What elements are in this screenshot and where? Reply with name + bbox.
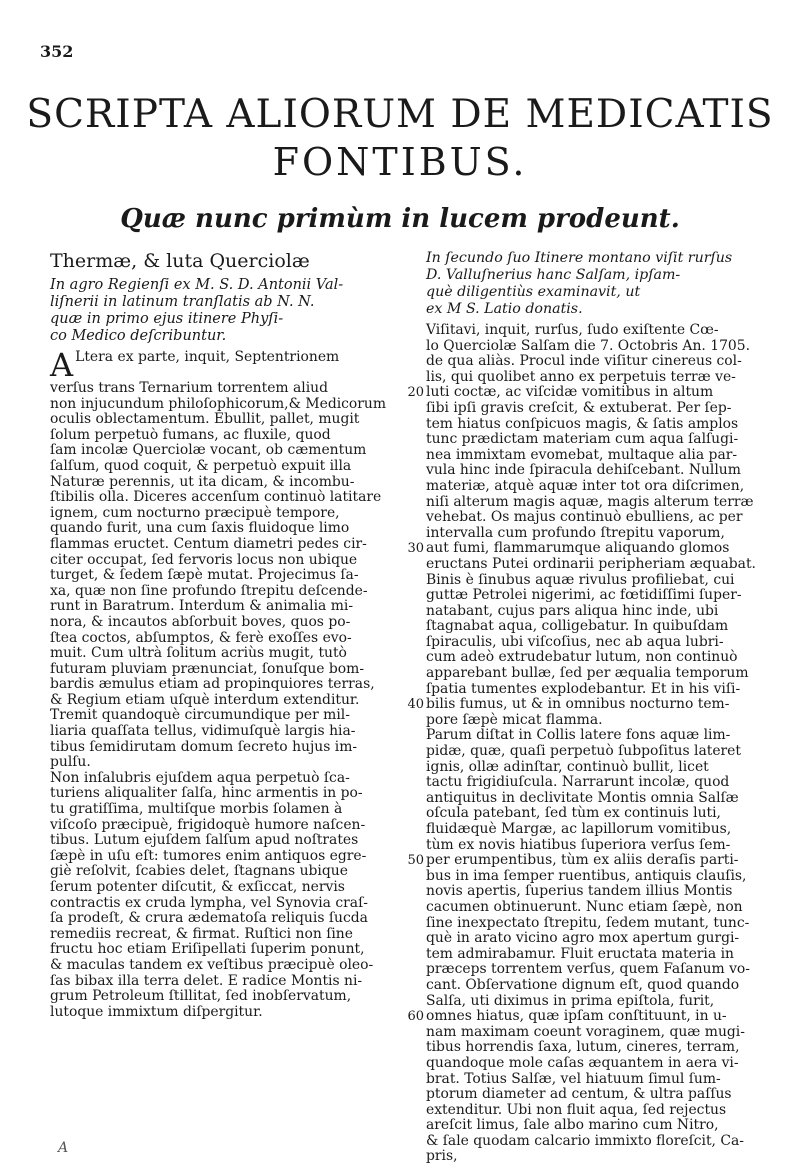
text-line bbox=[426, 619, 770, 635]
text-line-content: præceps torrentem verſus, quem Faſanum vo- bbox=[426, 961, 750, 978]
text-line bbox=[50, 568, 390, 584]
text-line bbox=[426, 339, 770, 355]
text-line-content: Salſa, uti diximus in prima epiſtola, furit, bbox=[426, 992, 715, 1009]
text-line bbox=[50, 412, 390, 428]
text-line bbox=[407, 540, 770, 557]
text-line-content: omnes hiatus, quæ ipſam conſtituunt, in u- bbox=[426, 1008, 727, 1025]
text-line bbox=[50, 584, 390, 600]
text-line bbox=[407, 696, 770, 713]
text-line bbox=[426, 806, 770, 822]
text-line-content: futuram pluviam prænunciat, ſonuſque bom- bbox=[50, 660, 365, 677]
text-line bbox=[426, 775, 770, 791]
text-line bbox=[426, 900, 770, 916]
text-line bbox=[426, 1056, 770, 1072]
text-line bbox=[50, 693, 390, 709]
text-line bbox=[426, 884, 770, 900]
text-line-content: guttæ Petrolei nigerimi, ac fœtidiſſimi ſuper- bbox=[426, 587, 742, 604]
text-line-content: liaria quaſſata tellus, vidimuſquè largis hia- bbox=[50, 723, 356, 740]
text-line bbox=[407, 1008, 770, 1025]
text-line-content: lis, qui quolibet anno ex perpetuis terræ ve- bbox=[426, 368, 736, 385]
text-line-content: per erumpentibus, tùm ex aliis deraſis parti- bbox=[426, 852, 739, 869]
right-heading-line: D. Vallиſnerius hanc Salſam, ipſam- bbox=[426, 267, 681, 283]
text-line bbox=[426, 432, 770, 448]
text-line bbox=[426, 635, 770, 651]
text-line bbox=[50, 646, 390, 662]
text-line-content: lutoque immixtum diſpergitur. bbox=[50, 1003, 263, 1020]
text-line bbox=[50, 443, 390, 459]
text-line bbox=[50, 521, 390, 537]
text-line-content: Tremit quandoquè circumundique per mil- bbox=[50, 707, 350, 724]
text-line bbox=[50, 537, 390, 553]
text-line bbox=[426, 931, 770, 947]
text-line-content: oſcula patebant, ſed tùm ex continuis luti, bbox=[426, 805, 721, 822]
text-line-content: ſtibilis olla. Diceres accenſum continuò latitare bbox=[50, 489, 382, 506]
text-line-content: vehebat. Os majus continuò ebulliens, ac per bbox=[426, 509, 743, 526]
text-line-content: ignem, cum nocturno præcipuè tempore, bbox=[50, 504, 340, 521]
text-line bbox=[50, 927, 390, 943]
text-line-content: niſi alterum magis aquæ, magis alterum terræ bbox=[426, 493, 754, 510]
text-line-content: aut fumi, flammarumque aliquando glomos bbox=[426, 540, 730, 557]
text-line bbox=[407, 852, 770, 869]
text-line-content: tùm ex novis hiatibus ſuperiora verſus ſem- bbox=[426, 836, 731, 853]
page-subtitle: Quæ nunc primùm in lucem prodeunt. bbox=[120, 204, 680, 234]
line-number: 20 bbox=[407, 385, 424, 401]
text-line-content: bardis æmulus etiam ad propinquiores terras, bbox=[50, 676, 375, 693]
text-line bbox=[426, 1118, 770, 1134]
text-line-content: brat. Totius Salſæ, vel hiatuum ſimul ſum- bbox=[426, 1070, 721, 1087]
text-line bbox=[50, 942, 390, 958]
text-line bbox=[426, 650, 770, 666]
text-line bbox=[426, 1149, 770, 1165]
left-subheading-line: In agro Regienſi ex M. S. D. Antonii Val- bbox=[50, 277, 344, 293]
text-line-content: fructu hoc etiam Eriſipellati ſuperim ponunt, bbox=[50, 941, 365, 958]
text-line-content: tibus. Lutum ejuſdem ſalſum apud noſtrates bbox=[50, 832, 359, 849]
text-line bbox=[426, 838, 770, 854]
text-line-content: & ſale quodam calcario immixto floreſcit, Ca- bbox=[426, 1132, 744, 1149]
text-line bbox=[50, 631, 390, 647]
text-line-content: pris, bbox=[426, 1148, 458, 1165]
text-line-content: xa, quæ non ſine profundo ſtrepitu deſcende- bbox=[50, 582, 368, 599]
text-line bbox=[50, 740, 390, 756]
text-line-content: tunc prædictam materiam cum aqua ſalſugi- bbox=[426, 431, 739, 448]
text-line bbox=[426, 510, 770, 526]
text-line bbox=[50, 346, 390, 384]
text-line bbox=[50, 708, 390, 724]
text-line-content: quandoque mole caſas æquantem in aera vi- bbox=[426, 1054, 739, 1071]
text-line bbox=[50, 475, 390, 491]
left-subheading-line: co Medico deſcribuntur. bbox=[50, 328, 227, 344]
text-line-content: cum adeò extrudebatur lutum, non continuò bbox=[426, 649, 738, 666]
text-line bbox=[426, 1103, 770, 1119]
text-line-content: tem hiatus conſpicuos magis, & ſatis amplos bbox=[426, 415, 739, 432]
text-line bbox=[426, 1134, 770, 1150]
text-line-content: contractis ex cruda lympha, vel Synovia craſ- bbox=[50, 894, 368, 911]
text-line-content: ſibi ipſi gravis creſcit, & extuberat. Per ſep- bbox=[426, 399, 732, 416]
text-line-content: què in arato vicino agro mox apertum gurgi- bbox=[426, 930, 740, 947]
text-line bbox=[426, 479, 770, 495]
text-line-content: & Regium etiam uſquè interdum extenditur. bbox=[50, 691, 360, 708]
text-line-content: oculis oblectamentum. Ebullit, pallet, mugit bbox=[50, 411, 360, 428]
text-line-content: ignis, ollæ adinſtar, continuò bullit, licet bbox=[426, 758, 709, 775]
text-line-content: ſolum perpetuò fumans, ac fluxile, quod bbox=[50, 426, 331, 443]
text-line-content: ptorum diameter ad centum, & ultra paſſus bbox=[426, 1086, 732, 1103]
text-line-content: luti coctæ, ac viſcidæ vomitibus in altum bbox=[426, 384, 714, 401]
text-line-content: fluidæquè Margæ, ac lapillorum vomitibus, bbox=[426, 821, 732, 837]
text-line-content: ſpatia tumentes explodebantur. Et in his viſi- bbox=[426, 680, 741, 697]
text-line-content: de qua aliàs. Procul inde viſitur cinereus col- bbox=[426, 353, 742, 370]
text-line-content: tu gratiſſima, multiſque morbis ſolamen à bbox=[50, 801, 343, 818]
line-number: 50 bbox=[407, 853, 424, 869]
text-line-content: viſcoſo præcipuè, frigidoquè humore naſcen- bbox=[50, 816, 366, 833]
text-line-content: bilis fumus, ut & in omnibus nocturno tem- bbox=[426, 696, 730, 713]
text-line-content: ſine inexpectato ſtrepitu, ſedem mutant, tunc- bbox=[426, 914, 750, 931]
text-line-content: lo Querciolæ Salſam die 7. Octobris An. 1705. bbox=[426, 337, 751, 354]
text-line bbox=[50, 1005, 390, 1021]
text-line-content: eructans Putei ordinarii peripheriam æquabat. bbox=[426, 555, 756, 572]
text-line-content: Parum diſtat in Collis latere fons aquæ lim- bbox=[426, 727, 731, 744]
page-title-line-1: SCRIPTA ALIORUM DE MEDICATIS bbox=[26, 92, 774, 137]
text-line bbox=[50, 553, 390, 569]
text-line bbox=[426, 978, 770, 994]
left-subheading-line: quæ in primo ejus itinere Phyſi- bbox=[50, 311, 284, 327]
text-line bbox=[50, 506, 390, 522]
text-line bbox=[50, 974, 390, 990]
text-line bbox=[50, 864, 390, 880]
text-line bbox=[426, 666, 770, 682]
text-line-content: ſpiraculis, ubi viſcoſius, nec ab aqua lubri- bbox=[426, 633, 724, 650]
text-line-content: tem admirabamur. Fluit eructata materia in bbox=[426, 945, 734, 962]
text-line bbox=[426, 588, 770, 604]
text-line-content: apparebant bullæ, ſed per æqualia temporum bbox=[426, 665, 749, 682]
text-line bbox=[426, 573, 770, 589]
text-line-content: Non inſalubris ejuſdem aqua perpetuò ſca- bbox=[50, 769, 350, 786]
text-line-content: natabant, cujus pars aliqua hinc inde, ubi bbox=[426, 602, 719, 619]
text-line-content: Ltera ex parte, inquit, Septentrionem bbox=[75, 349, 340, 365]
text-line-content: ſæpè in uſu eſt: tumores enim antiquos egre- bbox=[50, 847, 367, 864]
text-line-content: giè reſolvit, ſcabies delet, ſtagnans ubique bbox=[50, 863, 348, 880]
text-line-content: runt in Baratrum. Interdum & animalia mi- bbox=[50, 598, 354, 615]
text-line-content: bus in ima ſemper ruentibus, antiquis clauſis, bbox=[426, 867, 747, 884]
text-line-content: verſus trans Ternarium torrentem aliud bbox=[50, 380, 329, 396]
text-line bbox=[426, 323, 770, 339]
text-line-content: remediis recreat, & firmat. Ruſtici non ſine bbox=[50, 925, 353, 942]
text-line-content: intervalla cum profundo ſtrepitu vaporum, bbox=[426, 524, 725, 541]
text-line-content: tibus ſemidirutam domum ſecreto hujus im- bbox=[50, 738, 358, 755]
text-line-content: ſalſum, quod coquit, & perpetuò expuit illa bbox=[50, 457, 352, 474]
text-line-content: pore ſæpè micat flamma. bbox=[426, 711, 603, 728]
text-line bbox=[50, 428, 390, 444]
text-line-content: Naturæ perennis, ut ita dicam, & incombu- bbox=[50, 473, 355, 490]
text-line-content: ſtagnabat aqua, colligebatur. In quibuſdam bbox=[426, 618, 729, 635]
text-line bbox=[50, 896, 390, 912]
page-title-line-2: FONTIBUS. bbox=[272, 140, 528, 184]
text-line-content: pulſu. bbox=[50, 754, 91, 771]
text-line-content: non injucundum philoſophicorum,& Medicorum bbox=[50, 395, 387, 412]
text-line bbox=[50, 818, 390, 834]
text-line bbox=[426, 1072, 770, 1088]
text-line bbox=[407, 384, 770, 401]
right-heading-line: ex M S. Latio donatis. bbox=[426, 301, 583, 317]
text-line bbox=[50, 958, 390, 974]
text-line bbox=[426, 604, 770, 620]
text-line bbox=[426, 417, 770, 433]
text-line bbox=[426, 869, 770, 885]
text-line bbox=[50, 911, 390, 927]
text-line-content: pidæ, quæ, quaſi perpetuò ſubpoſitus lateret bbox=[426, 743, 741, 760]
line-number: 30 bbox=[407, 541, 424, 557]
text-line bbox=[426, 962, 770, 978]
text-line-content: & maculas tandem ex veſtibus præcipuè oleo- bbox=[50, 956, 374, 973]
text-line-content: cant. Obſervatione dignum eſt, quod quando bbox=[426, 976, 740, 993]
text-line-content: areſcit limus, ſale albo marino cum Nitro, bbox=[426, 1117, 719, 1134]
text-line bbox=[50, 397, 390, 413]
text-line-content: tactu frigidiuſcula. Narrarunt incolæ, quod bbox=[426, 774, 730, 791]
text-line-content: extenditur. Ubi non fluit aqua, ſed rejectus bbox=[426, 1101, 727, 1118]
text-line bbox=[426, 947, 770, 963]
line-number: 40 bbox=[407, 697, 424, 713]
text-line bbox=[426, 354, 770, 370]
text-line-content: ſa prodeſt, & crura ædematoſa reliquis ſucda bbox=[50, 910, 368, 927]
text-line-content: cacumen obtinuerunt. Nunc etiam ſæpè, non bbox=[426, 898, 743, 915]
text-line bbox=[426, 760, 770, 776]
text-line bbox=[426, 557, 770, 573]
text-line-content: ſerum potenter diſcutit, & exſiccat, nervis bbox=[50, 879, 345, 895]
text-line bbox=[426, 463, 770, 479]
text-line bbox=[50, 880, 390, 896]
text-line bbox=[426, 370, 770, 386]
text-line bbox=[426, 526, 770, 542]
text-line bbox=[426, 916, 770, 932]
text-line bbox=[426, 682, 770, 698]
text-line-content: ſtea coctos, abſumptos, & ferè exoſſes evo- bbox=[50, 629, 352, 646]
text-line bbox=[426, 495, 770, 511]
text-line-content: turget, & ſedem ſæpè mutat. Projecimus ſa- bbox=[50, 567, 359, 584]
page-number: 352 bbox=[40, 42, 74, 61]
text-line-content: nora, & incautos abſorbuit boves, quos po- bbox=[50, 613, 351, 630]
text-line-content: flammas eructet. Centum diametri pedes cir- bbox=[50, 535, 367, 552]
text-line-content: Viſitavi, inquit, rurſus, ſudo exiſtente Cœ- bbox=[426, 322, 719, 338]
text-line bbox=[426, 822, 770, 838]
text-line bbox=[50, 989, 390, 1005]
right-column bbox=[407, 250, 770, 1165]
text-line-content: turiens aliqualiter ſalſa, hinc armentis in po- bbox=[50, 785, 363, 802]
text-line-content: ſas bibax illa terra delet. E radice Montis ni- bbox=[50, 972, 363, 989]
text-line-content: Binis è ſinubus aquæ rivulus profiliebat, cui bbox=[426, 571, 735, 588]
text-line bbox=[50, 849, 390, 865]
text-line bbox=[50, 802, 390, 818]
text-line-content: nam maximam coeunt voraginem, quæ mugi- bbox=[426, 1023, 745, 1040]
text-line bbox=[50, 615, 390, 631]
text-line-content: vula hinc inde ſpiracula dehiſcebant. Nullum bbox=[426, 462, 741, 479]
text-line bbox=[50, 677, 390, 693]
text-line bbox=[426, 1087, 770, 1103]
text-line-content: quando furit, una cum ſaxis fluidoque limo bbox=[50, 520, 350, 537]
text-line-content: citer occupat, ſed fervoris locus non ubique bbox=[50, 551, 358, 568]
text-line bbox=[426, 994, 770, 1010]
text-line bbox=[50, 490, 390, 506]
text-line-content: tibus horrendis ſaxa, lutum, cineres, terram, bbox=[426, 1039, 740, 1056]
text-line-content: nea immixtam evomebat, multaque alia par- bbox=[426, 446, 738, 463]
text-line bbox=[50, 755, 390, 771]
text-line bbox=[426, 448, 770, 464]
text-line bbox=[50, 786, 390, 802]
text-line-content: antiquitus in declivitate Montis omnia Salſæ bbox=[426, 789, 739, 806]
left-subheading-line: liſnerii in latinum tranſlatis ab N. N. bbox=[50, 294, 315, 310]
text-line-content: muit. Cum ultrà ſolitum acriùs mugit, tutò bbox=[50, 645, 347, 662]
text-line bbox=[50, 724, 390, 740]
text-line-content: grum Petroleum ſtillitat, ſed inobſervatum, bbox=[50, 988, 352, 1005]
right-heading-line: In ſecundo ſuo Itinere montano viſit rurſus bbox=[426, 250, 733, 266]
text-line bbox=[50, 771, 390, 787]
text-line bbox=[426, 1040, 770, 1056]
text-line bbox=[426, 1025, 770, 1041]
text-line bbox=[426, 728, 770, 744]
text-line-content: materiæ, atquè aquæ inter tot ora diſcrimen, bbox=[426, 477, 745, 494]
text-line bbox=[50, 459, 390, 475]
text-line bbox=[50, 662, 390, 678]
line-number: 60 bbox=[407, 1009, 424, 1025]
drop-cap: A bbox=[50, 346, 74, 384]
right-heading-line: què diligentiùs examinavit, ut bbox=[426, 284, 641, 300]
left-column bbox=[50, 250, 390, 1020]
text-line bbox=[50, 833, 390, 849]
corner-mark: A bbox=[58, 1140, 69, 1156]
text-line bbox=[50, 599, 390, 615]
text-line-content: novis apertis, ſuperius tandem illius Montis bbox=[426, 883, 733, 900]
text-line bbox=[426, 744, 770, 760]
text-line bbox=[426, 401, 770, 417]
text-line bbox=[426, 713, 770, 729]
text-line-content: ſam incolæ Querciolæ vocant, ob cæmentum bbox=[50, 442, 367, 459]
text-line bbox=[426, 791, 770, 807]
text-line bbox=[50, 381, 390, 397]
left-heading: Thermæ, & luta Querciolæ bbox=[50, 250, 310, 272]
